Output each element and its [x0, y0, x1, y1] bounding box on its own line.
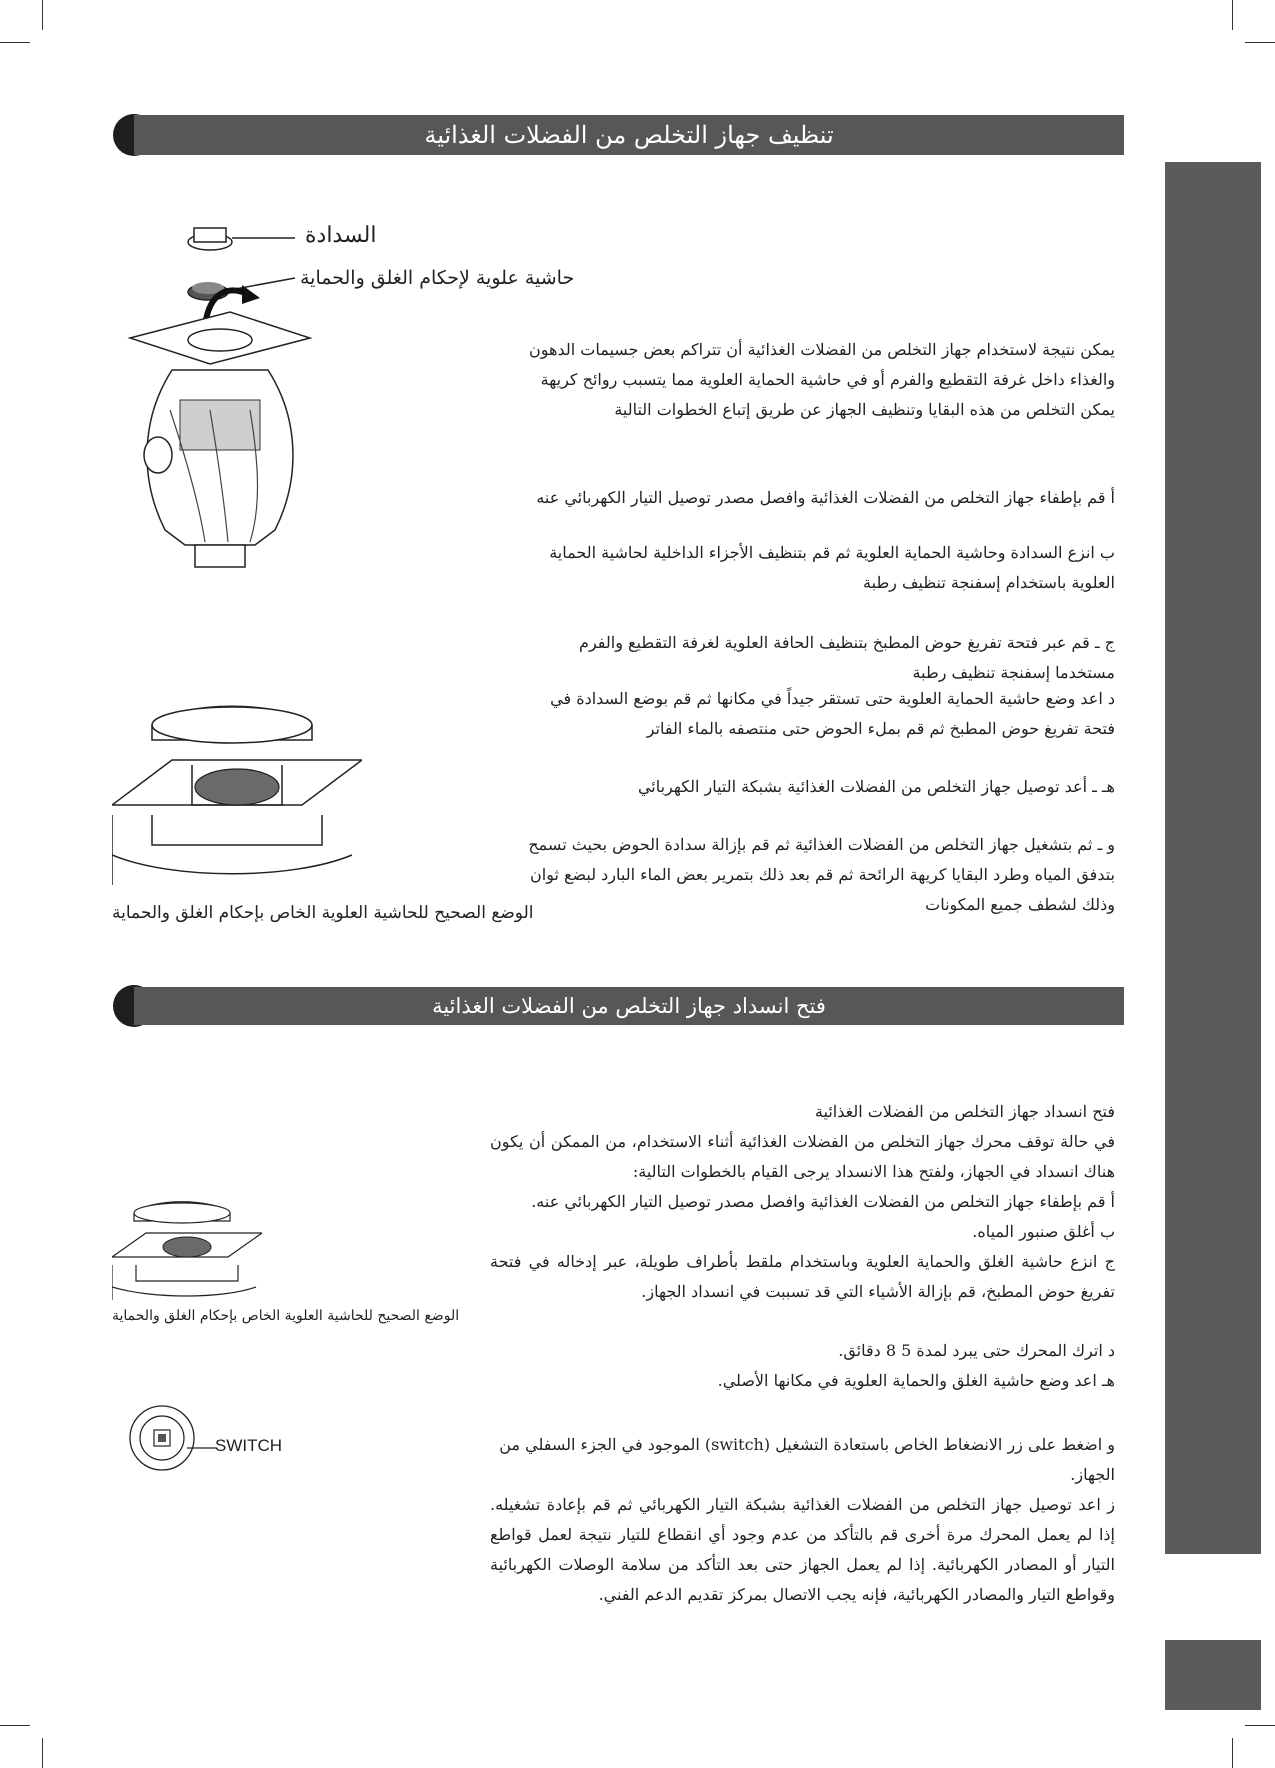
crop-mark: [42, 0, 43, 30]
unjam-step-b: ب أغلق صنبور المياه.: [972, 1222, 1115, 1241]
section-header-unjamming: فتح انسداد جهاز التخلص من الفضلات الغذائية: [134, 987, 1124, 1025]
unjam-step-f: و اضغط على زر الانضغاط الخاص باستعادة التشغيل (switch) الموجود في الجزء السفلي من الجهاز.: [499, 1435, 1115, 1484]
crop-mark: [0, 1725, 30, 1726]
unjam-step-d: د اترك المحرك حتى يبرد لمدة 5 8 دقائق.: [838, 1341, 1115, 1360]
splash-guard-caption: الوضع الصحيح للحاشية العلوية الخاص بإحكام الغلق والحماية: [112, 903, 534, 923]
unjam-block-2: [490, 1336, 1115, 1396]
side-tab-bar: [1165, 162, 1261, 1554]
crop-mark: [0, 42, 30, 43]
crop-mark: [1232, 0, 1233, 30]
cleaning-step-e: هـ ـ أعد توصيل جهاز التخلص من الفضلات الغذائية بشبكة التيار الكهربائي: [637, 777, 1115, 796]
splash-guard-label: حاشية علوية لإحكام الغلق والحماية: [300, 267, 575, 289]
splash-guard-small-caption: الوضع الصحيح للحاشية العلوية الخاص بإحكام الغلق والحماية: [112, 1308, 460, 1324]
unjam-step-g: ز اعد توصيل جهاز التخلص من الفضلات الغذائية بشبكة التيار الكهربائي ثم قم بإعادة تشغيله. إذا لم يعمل المحرك مرة أخرى قم بالتأكد من عدم وجود أي انقطاع للتيار نتيجة لعمل قواطع التيار أو المصادر الكهربائية. إذا لم يعمل الجهاز حتى بعد التأكد من سلامة الوصلات الكهربائية وقواطع التيار والمصادر الكهربائية، فإنه يجب الاتصال بمركز تقديم الدعم الفني.: [490, 1495, 1115, 1604]
switch-label: SWITCH: [215, 1436, 283, 1455]
crop-mark: [1245, 42, 1275, 43]
unjam-step-a: أ قم بإطفاء جهاز التخلص من الفضلات الغذائية وافصل مصدر توصيل التيار الكهربائي عنه.: [531, 1192, 1115, 1211]
crop-mark: [1245, 1725, 1275, 1726]
page-number-tab: [1165, 1640, 1261, 1710]
reset-switch-illustration: [127, 1403, 217, 1473]
section-header-cleaning: تنظيف جهاز التخلص من الفضلات الغذائية: [134, 115, 1124, 155]
unjam-step-c: ج انزع حاشية الغلق والحماية العلوية وباستخدام ملقط بأطراف طويلة، عبر إدخاله في فتحة تفريغ حوض المطبخ، قم بإزالة الأشياء التي قد تسببت في انسداد الجهاز.: [490, 1252, 1115, 1301]
crop-mark: [42, 1738, 43, 1768]
disposer-unit-illustration: [110, 280, 320, 590]
unjam-block-3: [490, 1430, 1115, 1610]
splash-guard-position-illustration: [112, 695, 362, 885]
cleaning-step-f: و ـ ثم بتشغيل جهاز التخلص من الفضلات الغذائية ثم قم بإزالة سدادة الحوض بحيث تسمح بتدفق المياه وطرد البقايا كريهة الرائحة ثم قم بعد ذلك بتمرير بعض الماء البارد لبضع ثوان وذلك لشطف جميع المكونات: [528, 835, 1115, 914]
cleaning-step-a: أ قم بإطفاء جهاز التخلص من الفضلات الغذائية وافصل مصدر توصيل التيار الكهربائي عنه: [536, 488, 1115, 507]
unjam-title: فتح انسداد جهاز التخلص من الفضلات الغذائية: [814, 1102, 1115, 1121]
splash-guard-small-illustration: [112, 1195, 262, 1300]
cleaning-intro: يمكن نتيجة لاستخدام جهاز التخلص من الفضلات الغذائية أن تتراكم بعض جسيمات الدهون والغذاء داخل غرفة التقطيع والفرم أو في حاشية الحماية العلوية مما يتسبب روائح كريهة يمكن التخلص من هذه البقايا وتنظيف الجهاز عن طريق إتباع الخطوات التالية: [529, 340, 1115, 419]
unjam-step-e: هـ اعد وضع حاشية الغلق والحماية العلوية في مكانها الأصلي.: [717, 1371, 1115, 1390]
cleaning-step-b: ب انزع السدادة وحاشية الحماية العلوية ثم قم بتنظيف الأجزاء الداخلية لحاشية الحماية العلوية باستخدام إسفنجة تنظيف رطبة: [549, 543, 1115, 592]
unjam-block-1: [490, 1097, 1115, 1307]
crop-mark: [1232, 1738, 1233, 1768]
unjam-intro: في حالة توقف محرك جهاز التخلص من الفضلات الغذائية أثناء الاستخدام، من الممكن أن يكون هناك انسداد في الجهاز، ولفتح هذا الانسداد يرجى القيام بالخطوات التالية:: [490, 1132, 1115, 1181]
cleaning-step-d: د اعد وضع حاشية الحماية العلوية حتى تستقر جيداً في مكانها ثم قم بوضع السدادة في فتحة تفريغ حوض المطبخ ثم قم بملء الحوض حتى منتصفه بالماء الفاتر: [550, 689, 1115, 738]
cleaning-step-c: ج ـ قم عبر فتحة تفريغ حوض المطبخ بتنظيف الحافة العلوية لغرفة التقطيع والفرم مستخدما إسفنجة تنظيف رطبة: [579, 633, 1115, 682]
stopper-label: السدادة: [305, 223, 377, 248]
